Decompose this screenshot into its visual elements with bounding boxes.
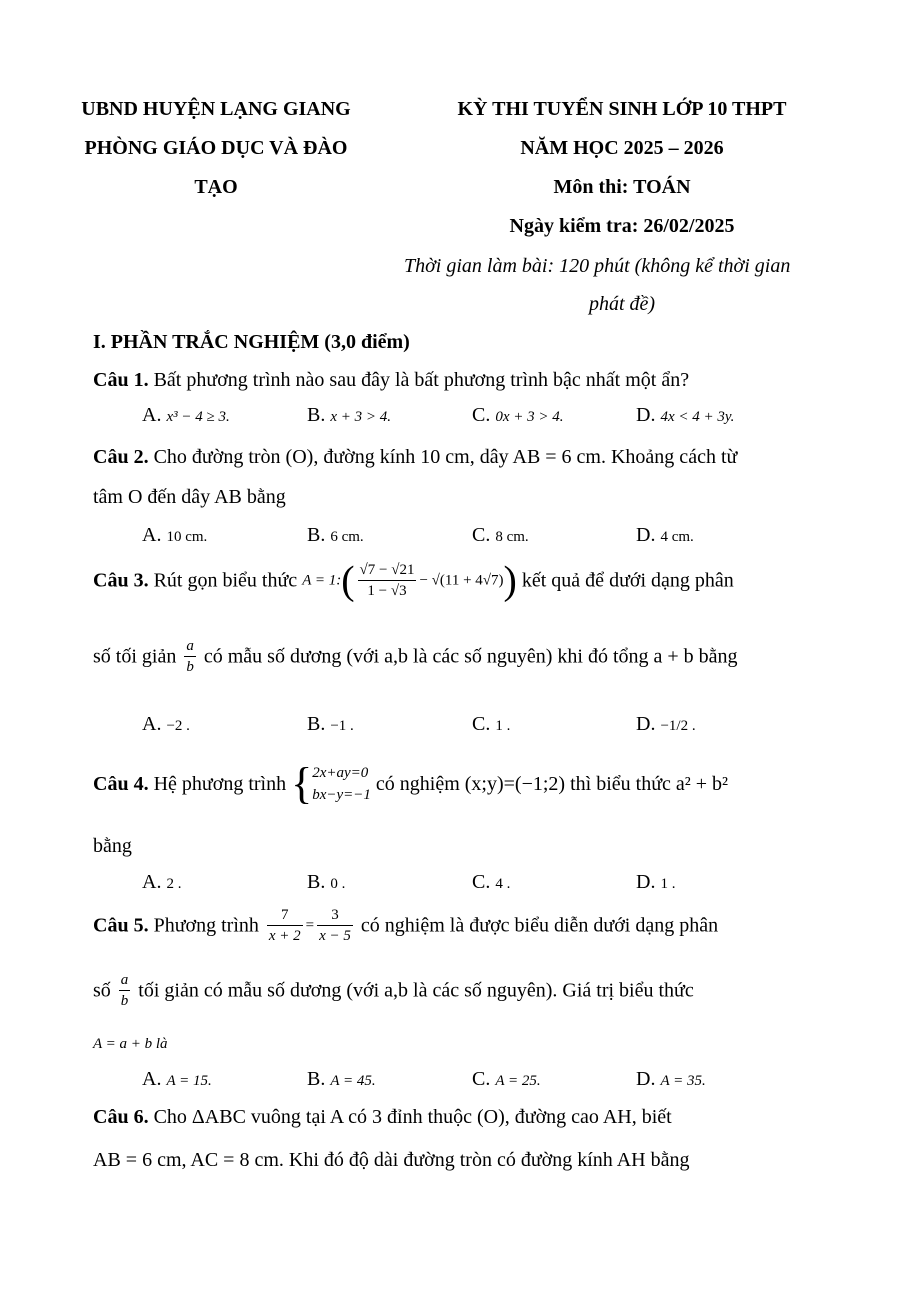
question-5: Câu 5. Phương trình $\frac{7}{x + 2}$ = $\frac{3}{x - 5}$ có nghiệm là được biểu diễn dưới dạng phân xyxy=(93,907,719,944)
section-title: I. PHẦN TRẮC NGHIỆM (3,0 điểm) xyxy=(93,331,410,353)
subject: Môn thi: TOÁN xyxy=(553,176,691,198)
org-line-3: TẠO xyxy=(194,176,238,198)
q5-option-c: C. A = 25. xyxy=(472,1068,541,1090)
expression-tail: − √(11 + 4√7) xyxy=(419,572,504,589)
q2-option-a: A. 10 cm. xyxy=(142,524,208,546)
paren-open: ( xyxy=(341,557,355,603)
q4-option-a: A. 2 . xyxy=(142,871,182,893)
q1-option-b: B. x + 3 > 4. xyxy=(307,404,391,426)
q2-option-d: D. 4 cm. xyxy=(636,524,694,546)
question-label: Câu 4. xyxy=(93,773,149,795)
question-4: Câu 4. Hệ phương trình { 2x+ay=0 bx−y=−1 có nghiệm (x;y)=(−1;2) thì biểu thức a² + b² xyxy=(93,759,729,808)
org-line-2: PHÒNG GIÁO DỤC VÀ ĐÀO xyxy=(84,137,348,159)
fraction-a-b: $\frac{a}{b}$ xyxy=(120,972,129,1009)
q3-option-d: D. −1/2 . xyxy=(636,713,696,735)
q5-option-b: B. A = 45. xyxy=(307,1068,376,1090)
question-4-line-2: bằng xyxy=(93,835,132,857)
equation-system: 2x+ay=0 bx−y=−1 xyxy=(312,765,371,803)
question-6-line-2: AB = 6 cm, AC = 8 cm. Khi đó độ dài đường tròn có đường kính AH bằng xyxy=(93,1149,690,1171)
question-label: Câu 6. xyxy=(93,1106,149,1128)
question-text: Bất phương trình nào sau đây là bất phương trình bậc nhất một ẩn? xyxy=(148,369,690,391)
question-2 xyxy=(93,445,737,469)
question-label: Câu 5. xyxy=(93,914,149,937)
question-3: Câu 3. Rút gọn biểu thức A = 1:( $\frac{√7 - √21}{1 - √3}$ − √(11 + 4√7)) kết quả để dưới dạng phân xyxy=(93,557,734,603)
q1-option-c: C. 0x + 3 > 4. xyxy=(472,404,564,426)
question-text: Cho ΔABC vuông tại A có 3 đỉnh thuộc (O), đường cao AH, biết xyxy=(148,1106,672,1128)
question-text: Cho đường tròn (O), đường kính 10 cm, dây AB = 6 cm. Khoảng cách từ xyxy=(148,446,738,468)
q1-option-d: D. 4x < 4 + 3y. xyxy=(636,404,735,426)
exam-date: Ngày kiểm tra: 26/02/2025 xyxy=(509,215,735,237)
exam-title: KỲ THI TUYỂN SINH LỚP 10 THPT xyxy=(457,98,787,120)
equation-fraction-right: $\frac{3}{x - 5}$ xyxy=(319,907,351,944)
question-5-line-3: A = a + b là xyxy=(93,1036,168,1052)
q3-option-b: B. −1 . xyxy=(307,713,354,735)
question-label: Câu 1. xyxy=(93,369,149,391)
q2-option-c: C. 8 cm. xyxy=(472,524,529,546)
q3-option-a: A. −2 . xyxy=(142,713,190,735)
question-5-line-2: số $\frac{a}{b}$ tối giản có mẫu số dương (với a,b là các số nguyên). Giá trị biểu thức xyxy=(93,972,694,1009)
q1-option-a: A. x³ − 4 ≥ 3. xyxy=(142,404,230,426)
expression-fraction: $\frac{√7 - √21}{1 - √3}$ xyxy=(359,562,415,599)
system-brace: { xyxy=(291,759,313,808)
question-label: Câu 3. xyxy=(93,569,149,592)
q5-option-d: D. A = 35. xyxy=(636,1068,706,1090)
question-1 xyxy=(93,368,689,392)
time-limit-line-2: phát đề) xyxy=(588,293,656,315)
q5-option-a: A. A = 15. xyxy=(142,1068,212,1090)
question-6 xyxy=(93,1105,672,1129)
school-year: NĂM HỌC 2025 – 2026 xyxy=(520,137,724,159)
q4-option-d: D. 1 . xyxy=(636,871,676,893)
question-3-line-2: số tối giản $\frac{a}{b}$ có mẫu số dương (với a,b là các số nguyên) khi đó tổng a + b bằng xyxy=(93,638,738,675)
question-2-line-2: tâm O đến dây AB bằng xyxy=(93,486,286,508)
q4-option-b: B. 0 . xyxy=(307,871,346,893)
q2-option-b: B. 6 cm. xyxy=(307,524,364,546)
question-label: Câu 2. xyxy=(93,446,149,468)
expression-lhs: A = 1: xyxy=(302,572,342,589)
paren-close: ) xyxy=(503,557,517,603)
fraction-a-b: $\frac{a}{b}$ xyxy=(186,638,194,675)
equation-fraction-left: $\frac{7}{x + 2}$ xyxy=(268,907,301,944)
time-limit-line-1: Thời gian làm bài: 120 phút (không kể thời gian xyxy=(404,255,791,277)
q4-option-c: C. 4 . xyxy=(472,871,511,893)
org-line-1: UBND HUYỆN LẠNG GIANG xyxy=(81,98,351,120)
q3-option-c: C. 1 . xyxy=(472,713,511,735)
